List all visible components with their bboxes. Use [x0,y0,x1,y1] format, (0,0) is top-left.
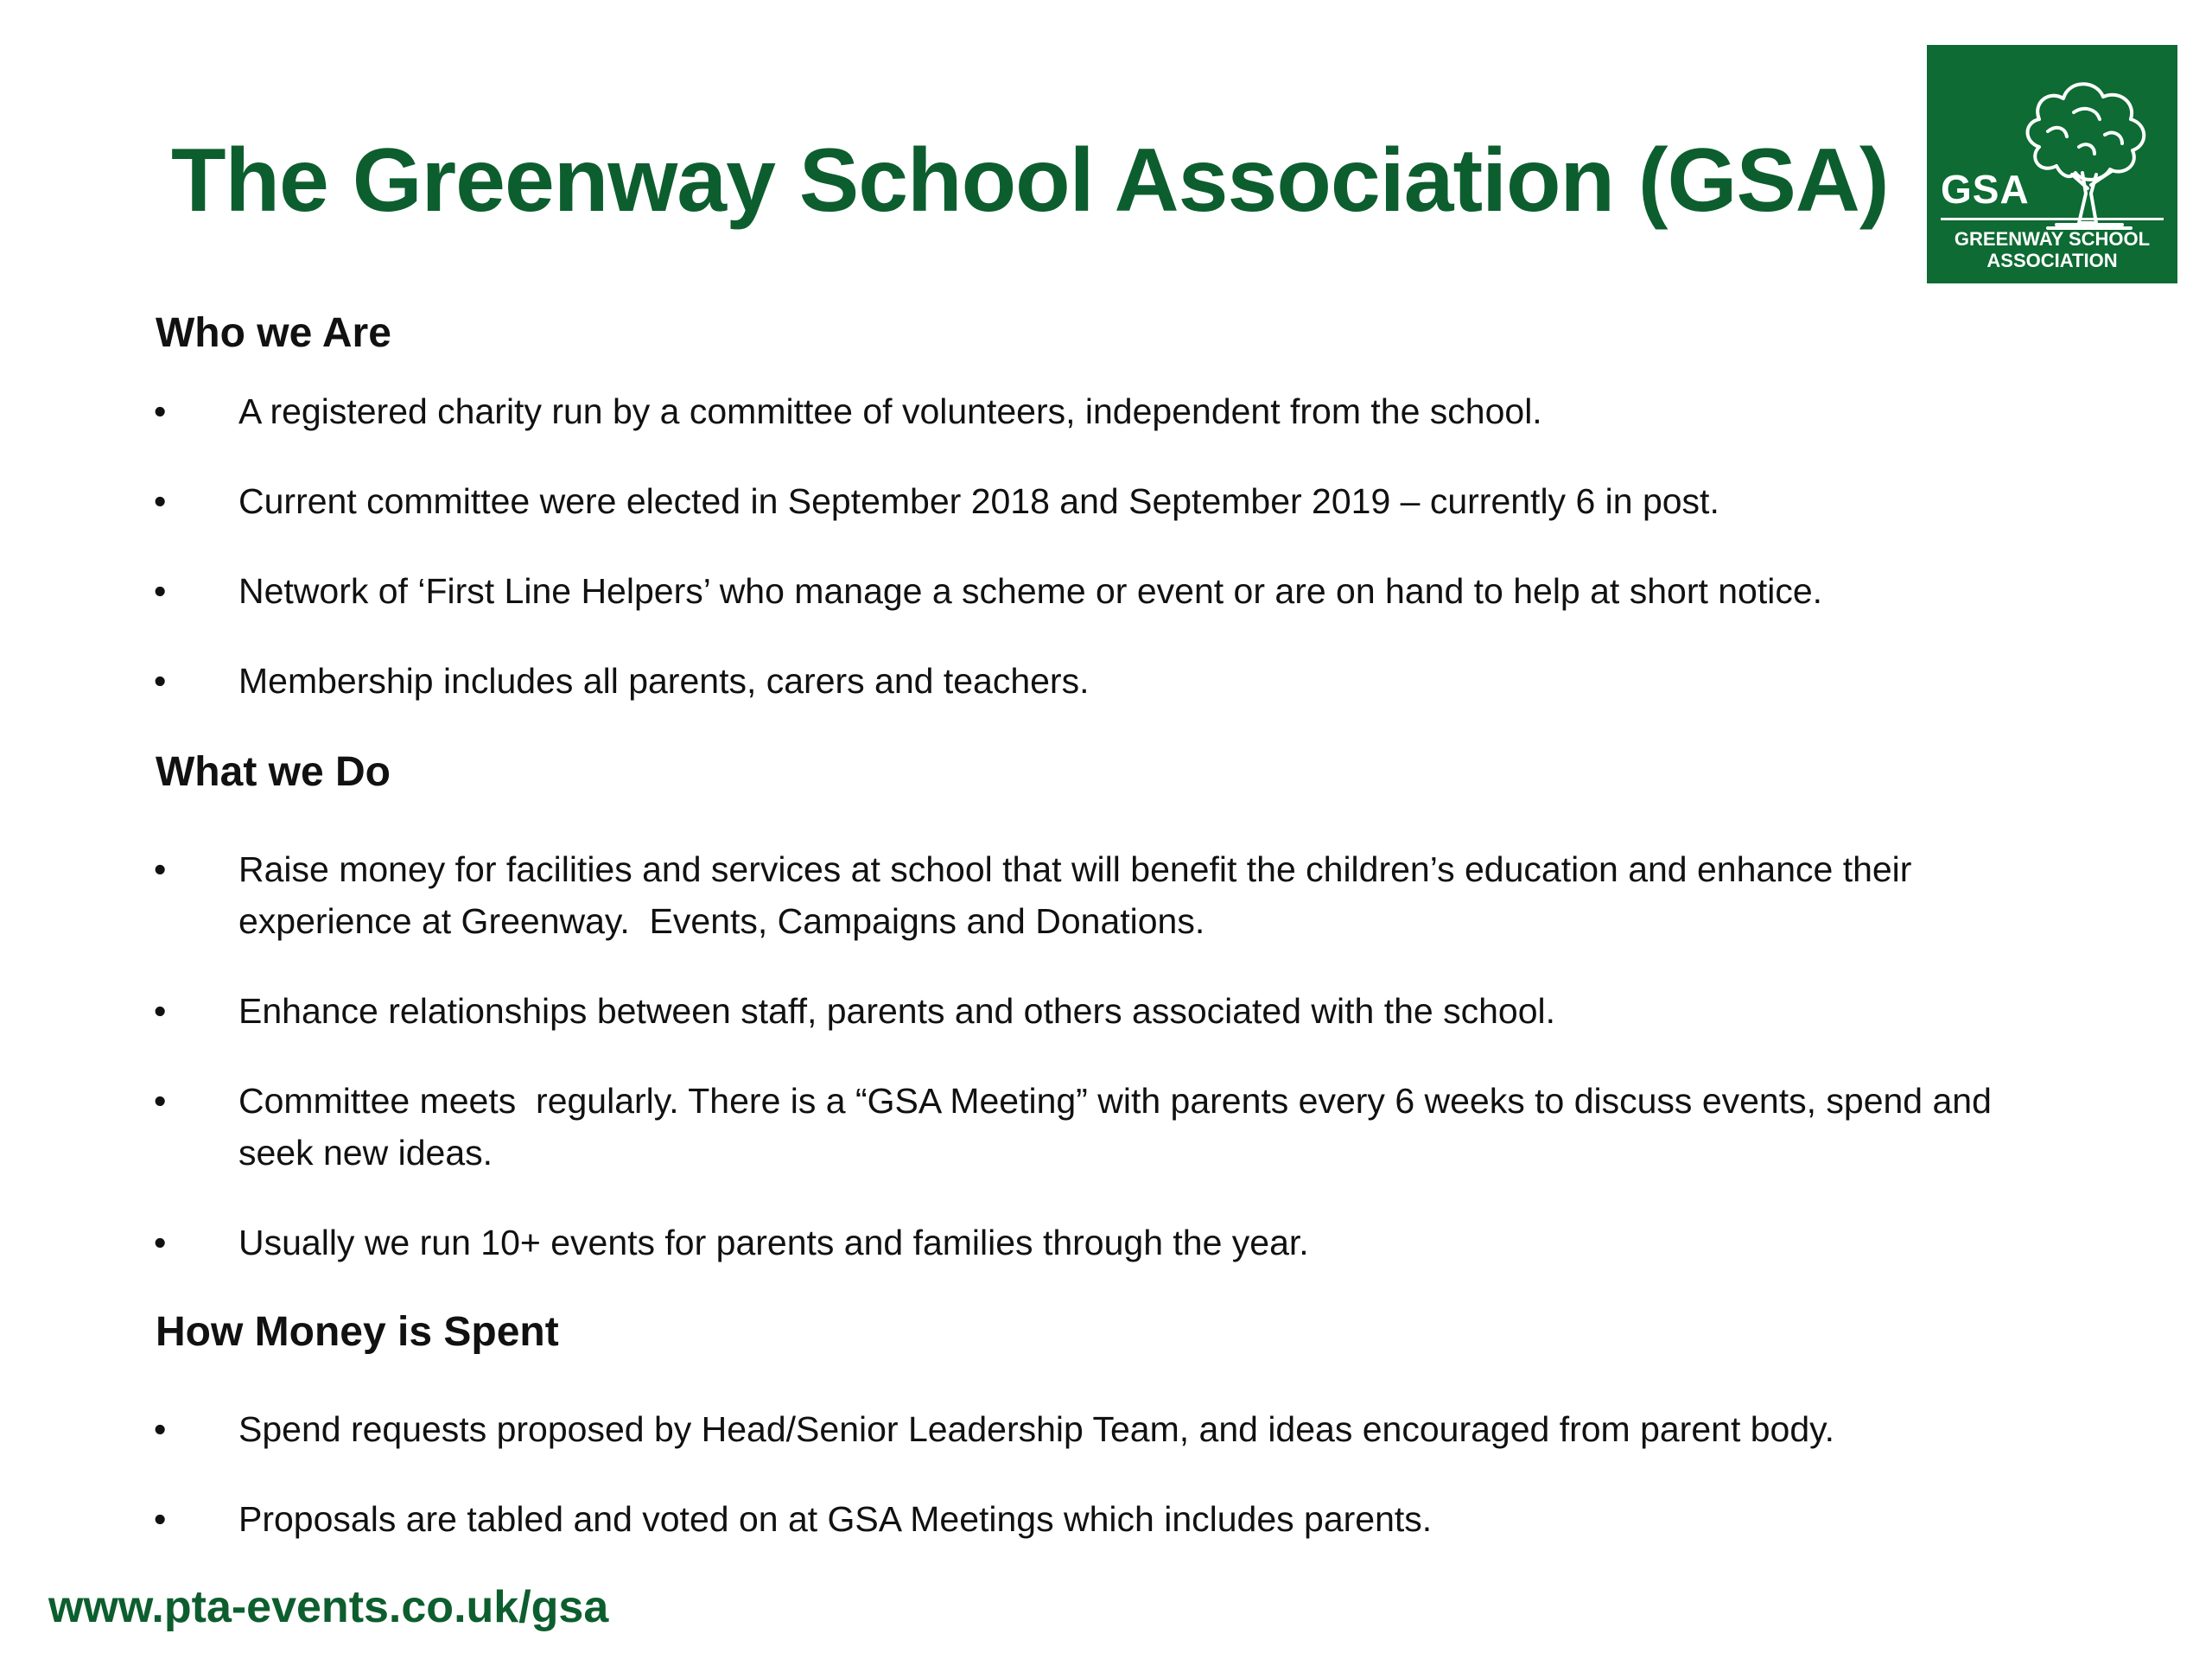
bullet-marker: • [154,571,167,611]
bullet-marker: • [154,991,167,1031]
logo-name-line2: ASSOCIATION [1986,250,2118,271]
logo-abbreviation: GSA [1941,167,2030,212]
page-title: The Greenway School Association (GSA) [171,130,1889,231]
bullet-marker: • [154,481,167,521]
bullet-marker: • [154,1499,167,1539]
bullet-marker: • [154,1081,167,1121]
bullet-marker: • [154,391,167,431]
bullet-marker: • [154,1409,167,1449]
bullet-marker: • [154,849,167,889]
bullet-text: A registered charity run by a committee of volunteers, independent from the school. [238,391,1542,431]
bullet-text: Committee meets regularly. There is a “GSA Meeting” with parents every 6 weeks to discuss events, spend and seek new ideas. [238,1081,2002,1173]
logo-name-line1: GREENWAY SCHOOL [1954,228,2151,250]
bullet-text: Spend requests proposed by Head/Senior Leadership Team, and ideas encouraged from parent body. [238,1409,1834,1449]
bullet-text: Raise money for facilities and services at school that will benefit the children’s education and enhance their experience at Greenway. Events, Campaigns and Donations. [238,849,1922,941]
bullet-text: Proposals are tabled and voted on at GSA Meetings which includes parents. [238,1499,1433,1539]
bullet-text: Enhance relationships between staff, parents and others associated with the school. [238,991,1556,1031]
bullet-marker: • [154,661,167,701]
section-heading-who-we-are: Who we Are [156,310,391,356]
bullet-marker: • [154,1223,167,1262]
bullet-text: Network of ‘First Line Helpers’ who manage a scheme or event or are on hand to help at short notice. [238,571,1823,611]
section-heading-what-we-do: What we Do [156,749,391,795]
section-heading-how-money-is-spent: How Money is Spent [156,1309,559,1355]
footer-url: www.pta-events.co.uk/gsa [48,1582,609,1632]
bullet-text: Membership includes all parents, carers and teachers. [238,661,1090,701]
bullet-text: Current committee were elected in September 2018 and September 2019 – currently 6 in post. [238,481,1719,521]
bullet-text: Usually we run 10+ events for parents and families through the year. [238,1223,1309,1262]
